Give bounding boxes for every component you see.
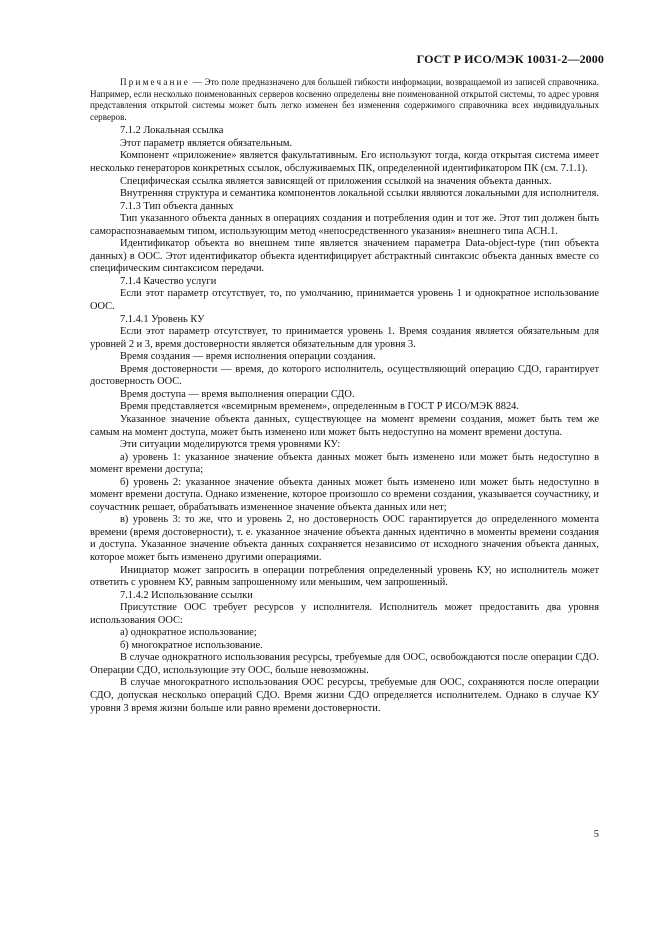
paragraph: Специфическая ссылка является зависящей от приложения ссылкой на значения объекта данных.: [120, 175, 552, 187]
paragraph: Время создания — время исполнения операции создания.: [120, 351, 376, 363]
section-heading-7-1-2: 7.1.2 Локальная ссылка: [120, 125, 224, 137]
section-heading-7-1-4-2: 7.1.4.2 Использование ссылки: [120, 589, 253, 601]
paragraph: Если этот параметр отсутствует, то, по умолчанию, принимается уровень 1 и однократное использование ООС.: [90, 288, 599, 313]
section-heading-7-1-4: 7.1.4 Качество услуги: [120, 275, 217, 287]
list-item: б) уровень 2: указанное значение объекта данных может быть изменено или может быть недоступно в момент времени доступа. Однако изменение, которое произошло со времени создания, указывается соучастнику, и соучастник решает, обрабатывать измененное значение объекта данных или нет;: [90, 476, 599, 513]
paragraph: Время представляется «всемирным временем», определенным в ГОСТ Р ИСО/МЭК 8824.: [120, 401, 519, 413]
list-item: в) уровень 3: то же, что и уровень 2, но достоверность ООС гарантируется до определенного момента времени (время достоверности), т. е. указанное значение объекта данных идентично в моменты времени создания и доступа. Указанное значение объекта данных сохраняется независимо от исходного значения объекта данных, которое может быть изменено другими операциями.: [90, 514, 599, 563]
paragraph: Указанное значение объекта данных, существующее на момент времени создания, может быть тем же самым на момент доступа, может быть изменено или может быть недоступно на момент времени доступа.: [90, 413, 599, 438]
section-heading-7-1-3: 7.1.3 Тип объекта данных: [120, 200, 234, 212]
list-item: а) однократное использование;: [120, 627, 257, 639]
note-label: Примечание: [120, 77, 190, 87]
note-text: — Это поле предназначено для большей гибкости информации, возвращаемой из записей справочника. Например, если несколько поименованных серверов косвенно определены вне поименованной открытой системы, то адрес уровня представления открытой системы может быть легко изменен без изменения содержимого справочника всех индивидуальных серверов.: [90, 77, 599, 122]
section-heading-7-1-4-1: 7.1.4.1 Уровень КУ: [120, 313, 205, 325]
paragraph: Присутствие ООС требует ресурсов у исполнителя. Исполнитель может предоставить два уровня использования ООС:: [90, 602, 599, 626]
list-item: б) многократное использование.: [120, 639, 263, 651]
paragraph: Время достоверности — время, до которого исполнитель, осуществляющий операцию СДО, гарантирует достоверность ООС.: [90, 363, 599, 388]
note-paragraph: [90, 77, 599, 123]
page-body: [90, 77, 599, 715]
paragraph: Компонент «приложение» является факультативным. Его используют тогда, когда открытая система имеет несколько генераторов конкретных ссылок, обслуживаемых ПК, определенной идентификатором ПК (см. 7.1.1).: [90, 150, 599, 175]
page-number: 5: [593, 829, 599, 840]
paragraph: Если этот параметр отсутствует, то принимается уровень 1. Время создания является обязательным для уровней 2 и 3, время достоверности является обязательным для уровня 3.: [90, 326, 599, 350]
paragraph: В случае однократного использования ресурсы, требуемые для ООС, освобождаются после операции СДО. Операции СДО, использующие эту ООС, больше невозможны.: [90, 652, 599, 676]
paragraph: В случае многократного использования ООС ресурсы, требуемые для ООС, сохраняются после операции СДО, допуская несколько операций СДО. Время жизни СДО определяется исполнителем. Однако в случае КУ уровня 3 время жизни больше или равно времени достоверности.: [90, 677, 599, 714]
paragraph: Эти ситуации моделируются тремя уровнями КУ:: [120, 439, 341, 451]
paragraph: Идентификатор объекта во внешнем типе является значением параметра Data-object-type (тип объекта данных) в ООС. Этот идентификатор объекта идентифицирует абстрактный синтаксис объекта данных вместе со специфическим синтаксисом передачи.: [90, 238, 599, 275]
paragraph: Этот параметр является обязательным.: [120, 137, 293, 149]
paragraph: Время доступа — время выполнения операции СДО.: [120, 388, 355, 400]
paragraph: Инициатор может запросить в операции потребления определенный уровень КУ, но исполнитель может ответить с уровнем КУ, равным запрошенному или меньшим, чем запрошенный.: [90, 564, 599, 589]
standard-header: ГОСТ Р ИСО/МЭК 10031-2—2000: [416, 52, 604, 66]
paragraph: Тип указанного объекта данных в операциях создания и потребления один и тот же. Этот тип должен быть самораспознаваемым типом, использующим метод «непосредственного указания» внешнего типа АСН.1.: [90, 213, 599, 237]
list-item: а) уровень 1: указанное значение объекта данных может быть изменено или может быть недоступно в момент времени доступа;: [90, 451, 599, 476]
paragraph: Внутренняя структура и семантика компонентов локальной ссылки являются локальными для исполнителя.: [120, 188, 599, 200]
